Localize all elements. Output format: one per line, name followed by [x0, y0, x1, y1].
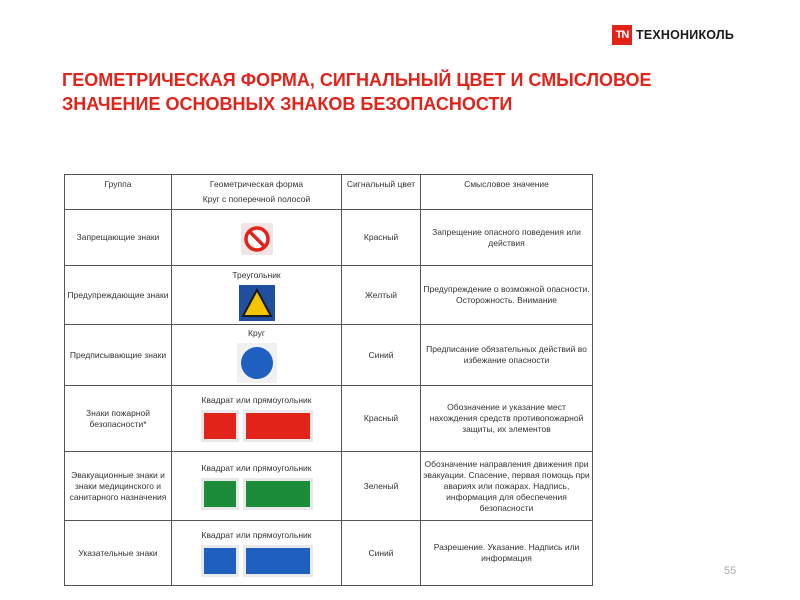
brand-logo	[612, 24, 734, 46]
shape-cell	[172, 210, 342, 266]
color-cell: Красный	[342, 210, 421, 266]
shape-cell	[172, 325, 342, 386]
shape-label: Треугольник	[232, 269, 281, 280]
table-row	[65, 386, 593, 452]
meaning-cell: Разрешение. Указание. Надпись или информация	[421, 521, 593, 586]
slide-title	[62, 68, 762, 116]
prohibition-circle-icon	[241, 223, 273, 255]
red-rectangles-icon	[174, 410, 339, 442]
header-meaning: Смысловое значение	[421, 175, 593, 210]
group-cell: Эвакуационные знаки и знаки медицинского и санитарного назначения	[65, 452, 172, 521]
title-line-2: ЗНАЧЕНИЕ ОСНОВНЫХ ЗНАКОВ БЕЗОПАСНОСТИ	[62, 94, 513, 114]
title-line-1: ГЕОМЕТРИЧЕСКАЯ ФОРМА, СИГНАЛЬНЫЙ ЦВЕТ И СМЫСЛОВОЕ	[62, 70, 652, 90]
warning-triangle-icon	[239, 285, 275, 321]
header-shape-label: Геометрическая форма	[209, 179, 304, 189]
header-shape	[172, 175, 342, 210]
table-row	[65, 521, 593, 586]
shape-cell	[172, 386, 342, 452]
blue-rectangles-icon	[174, 545, 339, 577]
group-cell: Указательные знаки	[65, 521, 172, 586]
shape-label: Круг	[248, 327, 265, 338]
meaning-cell: Обозначение направления движения при эвакуации. Спасение, первая помощь при авариях или пожарах. Надпись, информация для обеспечения безопасности	[421, 452, 593, 521]
header-group: Группа	[65, 175, 172, 210]
shape-cell	[172, 266, 342, 325]
group-cell: Запрещающие знаки	[65, 210, 172, 266]
meaning-cell: Предупреждение о возможной опасности. Осторожность. Внимание	[421, 266, 593, 325]
blue-circle-icon	[237, 343, 277, 383]
shape-label: Квадрат или прямоугольник	[201, 395, 312, 405]
color-cell: Зеленый	[342, 452, 421, 521]
table-row	[65, 452, 593, 521]
shape-label: Квадрат или прямоугольник	[201, 462, 312, 473]
table-row	[65, 210, 593, 266]
table-header-row	[65, 175, 593, 210]
color-cell: Синий	[342, 521, 421, 586]
shape-cell	[172, 452, 342, 521]
header-color: Сигнальный цвет	[342, 175, 421, 210]
meaning-cell: Обозначение и указание мест нахождения средств противопожарной защиты, их элементов	[421, 386, 593, 452]
group-cell: Предупреждающие знаки	[65, 266, 172, 325]
shape-label: Квадрат или прямоугольник	[201, 529, 312, 540]
group-cell: Предписывающие знаки	[65, 325, 172, 386]
green-rectangles-icon	[174, 478, 339, 510]
meaning-cell: Предписание обязательных действий во избежание опасности	[421, 325, 593, 386]
group-cell: Знаки пожарной безопасности*	[65, 386, 172, 452]
logo-mark-icon: TN	[612, 25, 632, 45]
logo-text: ТЕХНОНИКОЛЬ	[636, 28, 735, 42]
table-row	[65, 325, 593, 386]
page-number: 55	[724, 565, 737, 577]
shape-label-row-1: Круг с поперечной полосой	[202, 194, 311, 204]
meaning-cell: Запрещение опасного поведения или действия	[421, 210, 593, 266]
shape-cell	[172, 521, 342, 586]
table-row	[65, 266, 593, 325]
color-cell: Красный	[342, 386, 421, 452]
safety-signs-table	[64, 174, 593, 586]
color-cell: Синий	[342, 325, 421, 386]
color-cell: Желтый	[342, 266, 421, 325]
